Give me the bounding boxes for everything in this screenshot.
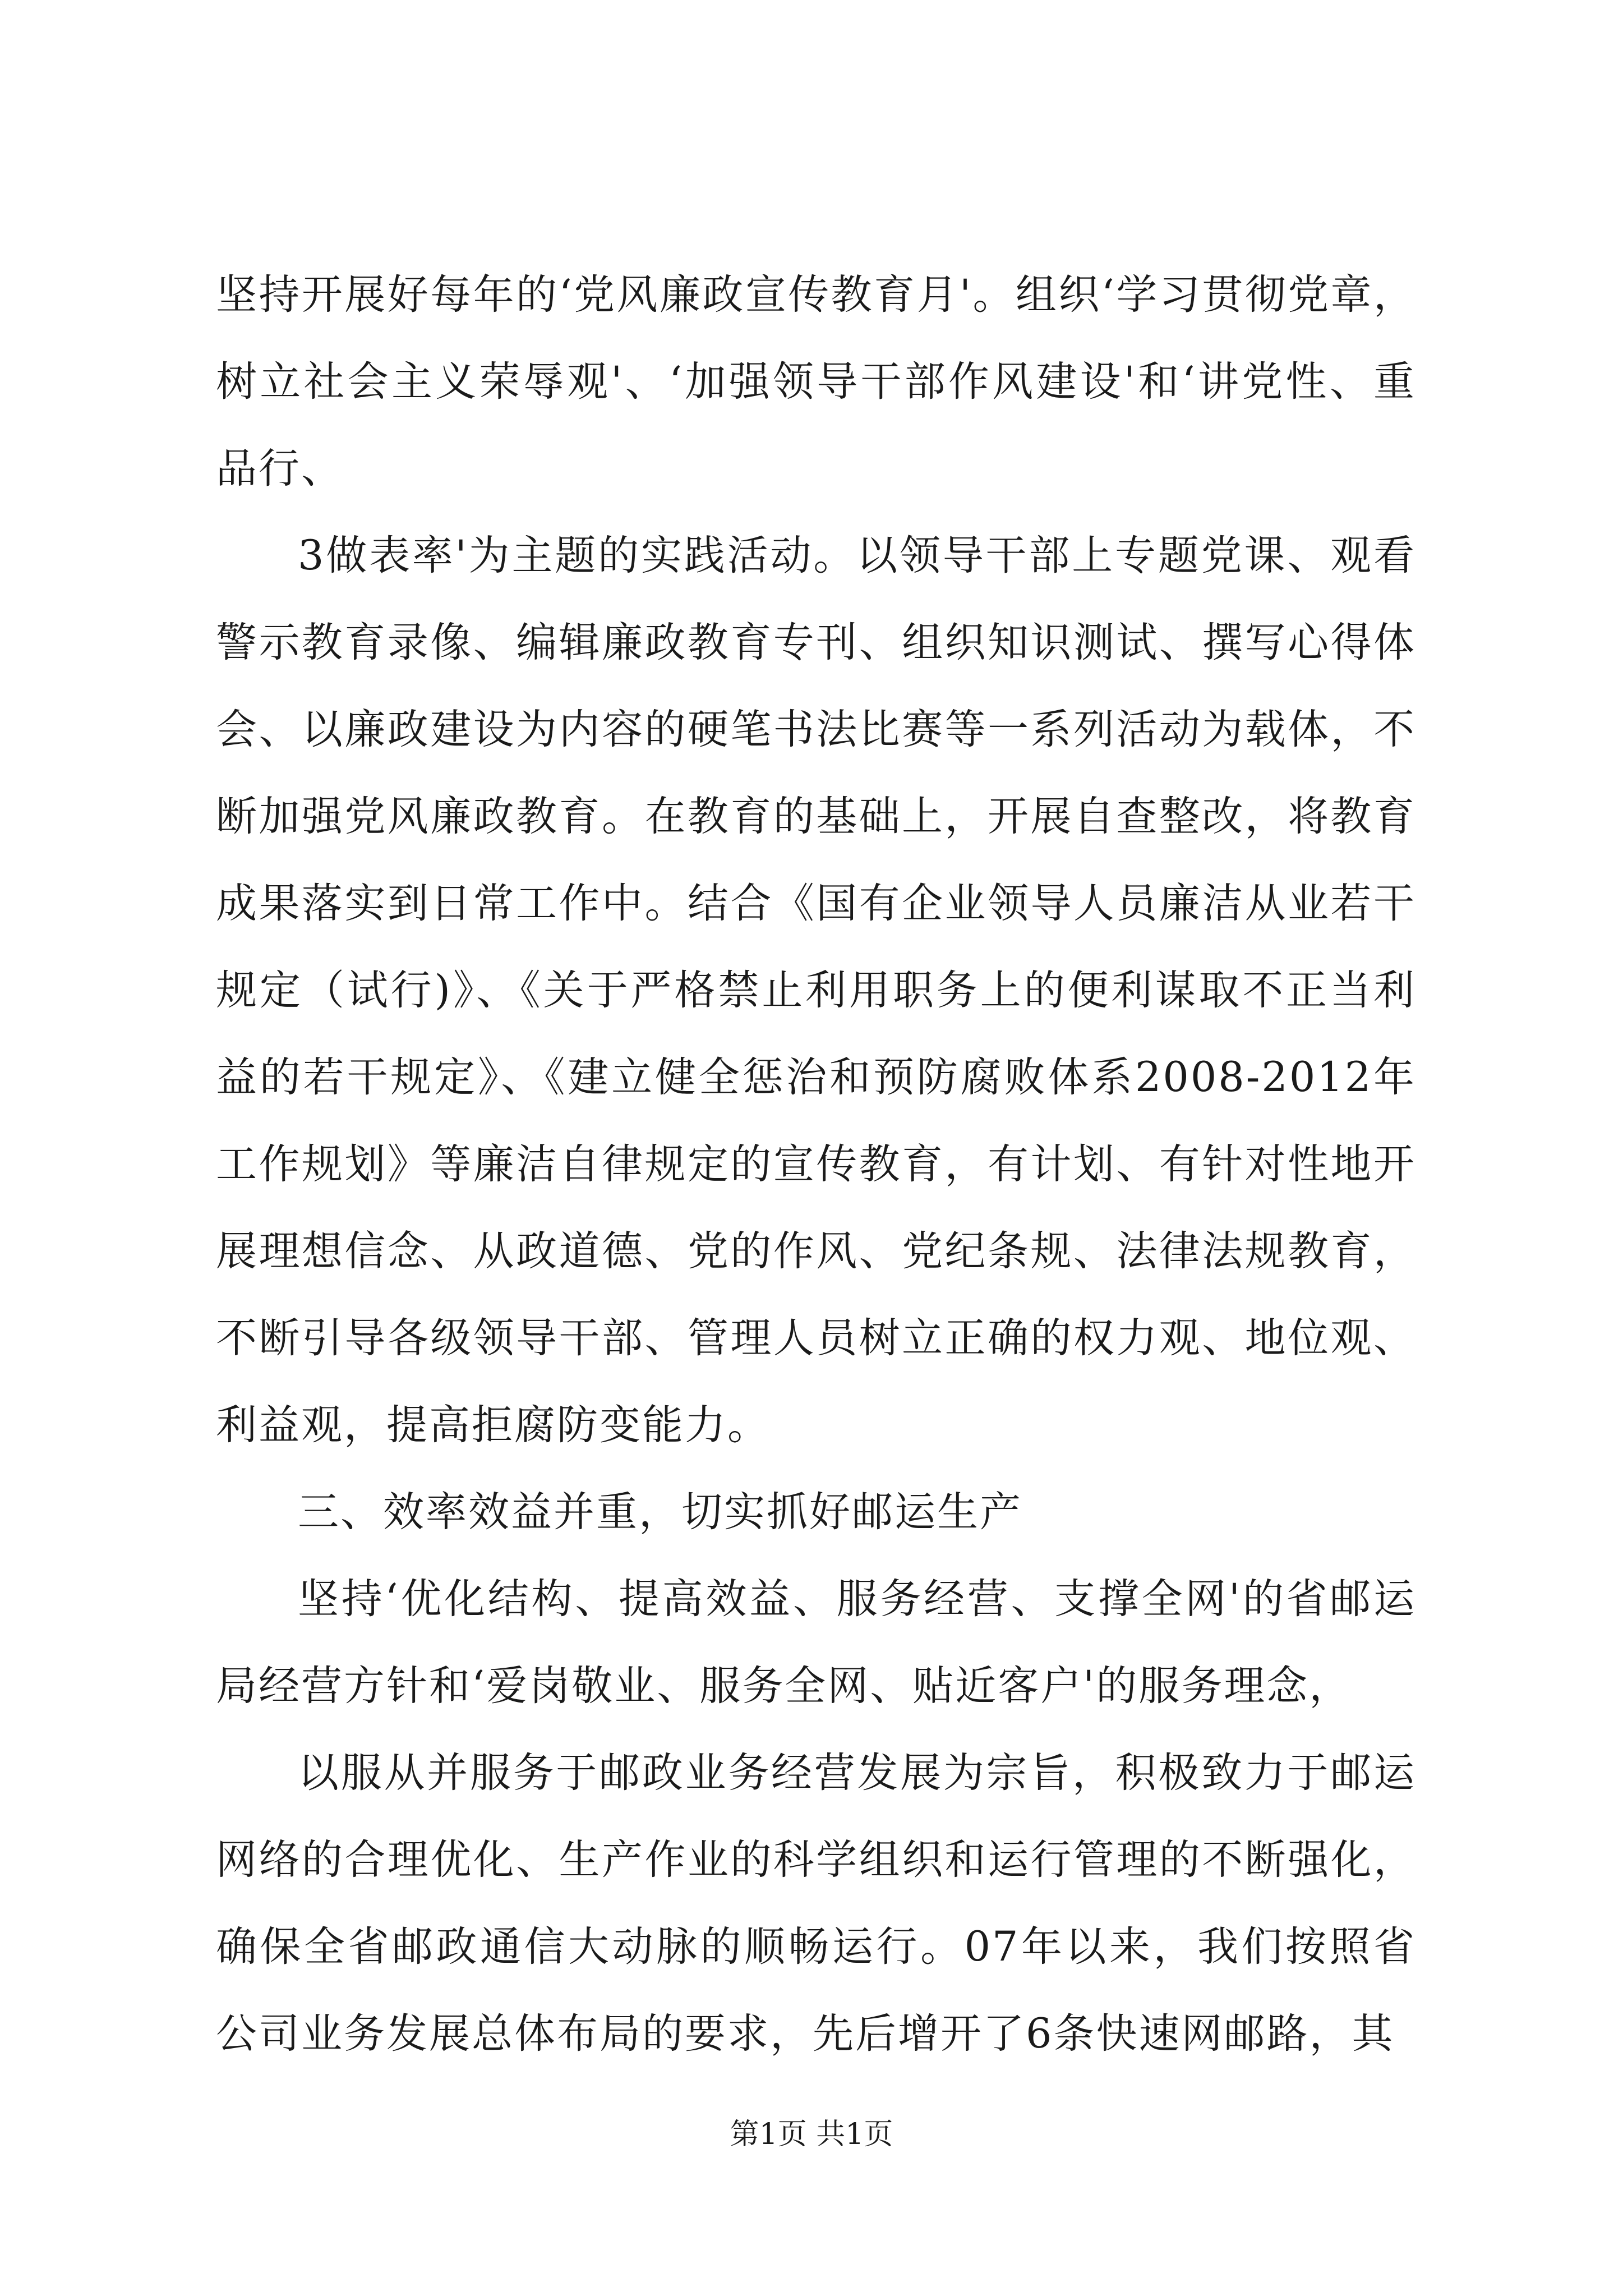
page-footer: 第1页 共1页 bbox=[730, 2118, 893, 2151]
paragraph-4: 以服从并服务于邮政业务经营发展为宗旨，积极致力于邮运网络的合理优化、生产作业的科学组织和运行管理的不断强化，确保全省邮政通信大动脉的顺畅运行。07年以来，我们按照省公司业务发展总体布局的要求，先后增开了6条快速网邮路，其 bbox=[216, 1749, 1416, 2058]
section-heading: 三、效率效益并重，切实抓好邮运生产 bbox=[298, 1488, 1022, 1536]
paragraph-1: 坚持开展好每年的‘党风廉政宣传教育月'。组织‘学习贯彻党章，树立社会主义荣辱观'、‘加强领导干部作风建设'和‘讲党性、重品行、 bbox=[216, 271, 1416, 493]
paragraph-3: 坚持‘优化结构、提高效益、服务经营、支撑全网'的省邮运局经营方针和‘爱岗敬业、服务全网、贴近客户'的服务理念， bbox=[216, 1575, 1416, 1710]
document-body bbox=[216, 251, 1416, 2077]
paragraph-2: 3做表率'为主题的实践活动。以领导干部上专题党课、观看警示教育录像、编辑廉政教育专刊、组织知识测试、撰写心得体会、以廉政建设为内容的硬笔书法比赛等一系列活动为载体，不断加强党风廉政教育。在教育的基础上，开展自查整改，将教育成果落实到日常工作中。结合《国有企业领导人员廉洁从业若干规定（试行)》、《关于严格禁止利用职务上的便利谋取不正当利益的若干规定》、《建立健全惩治和预防腐败体系2008-2012年工作规划》等廉洁自律规定的宣传教育，有计划、有针对性地开展理想信念、从政道德、党的作风、党纪条规、法律法规教育，不断引导各级领导干部、管理人员树立正确的权力观、地位观、利益观，提高拒腐防变能力。 bbox=[216, 532, 1416, 1449]
